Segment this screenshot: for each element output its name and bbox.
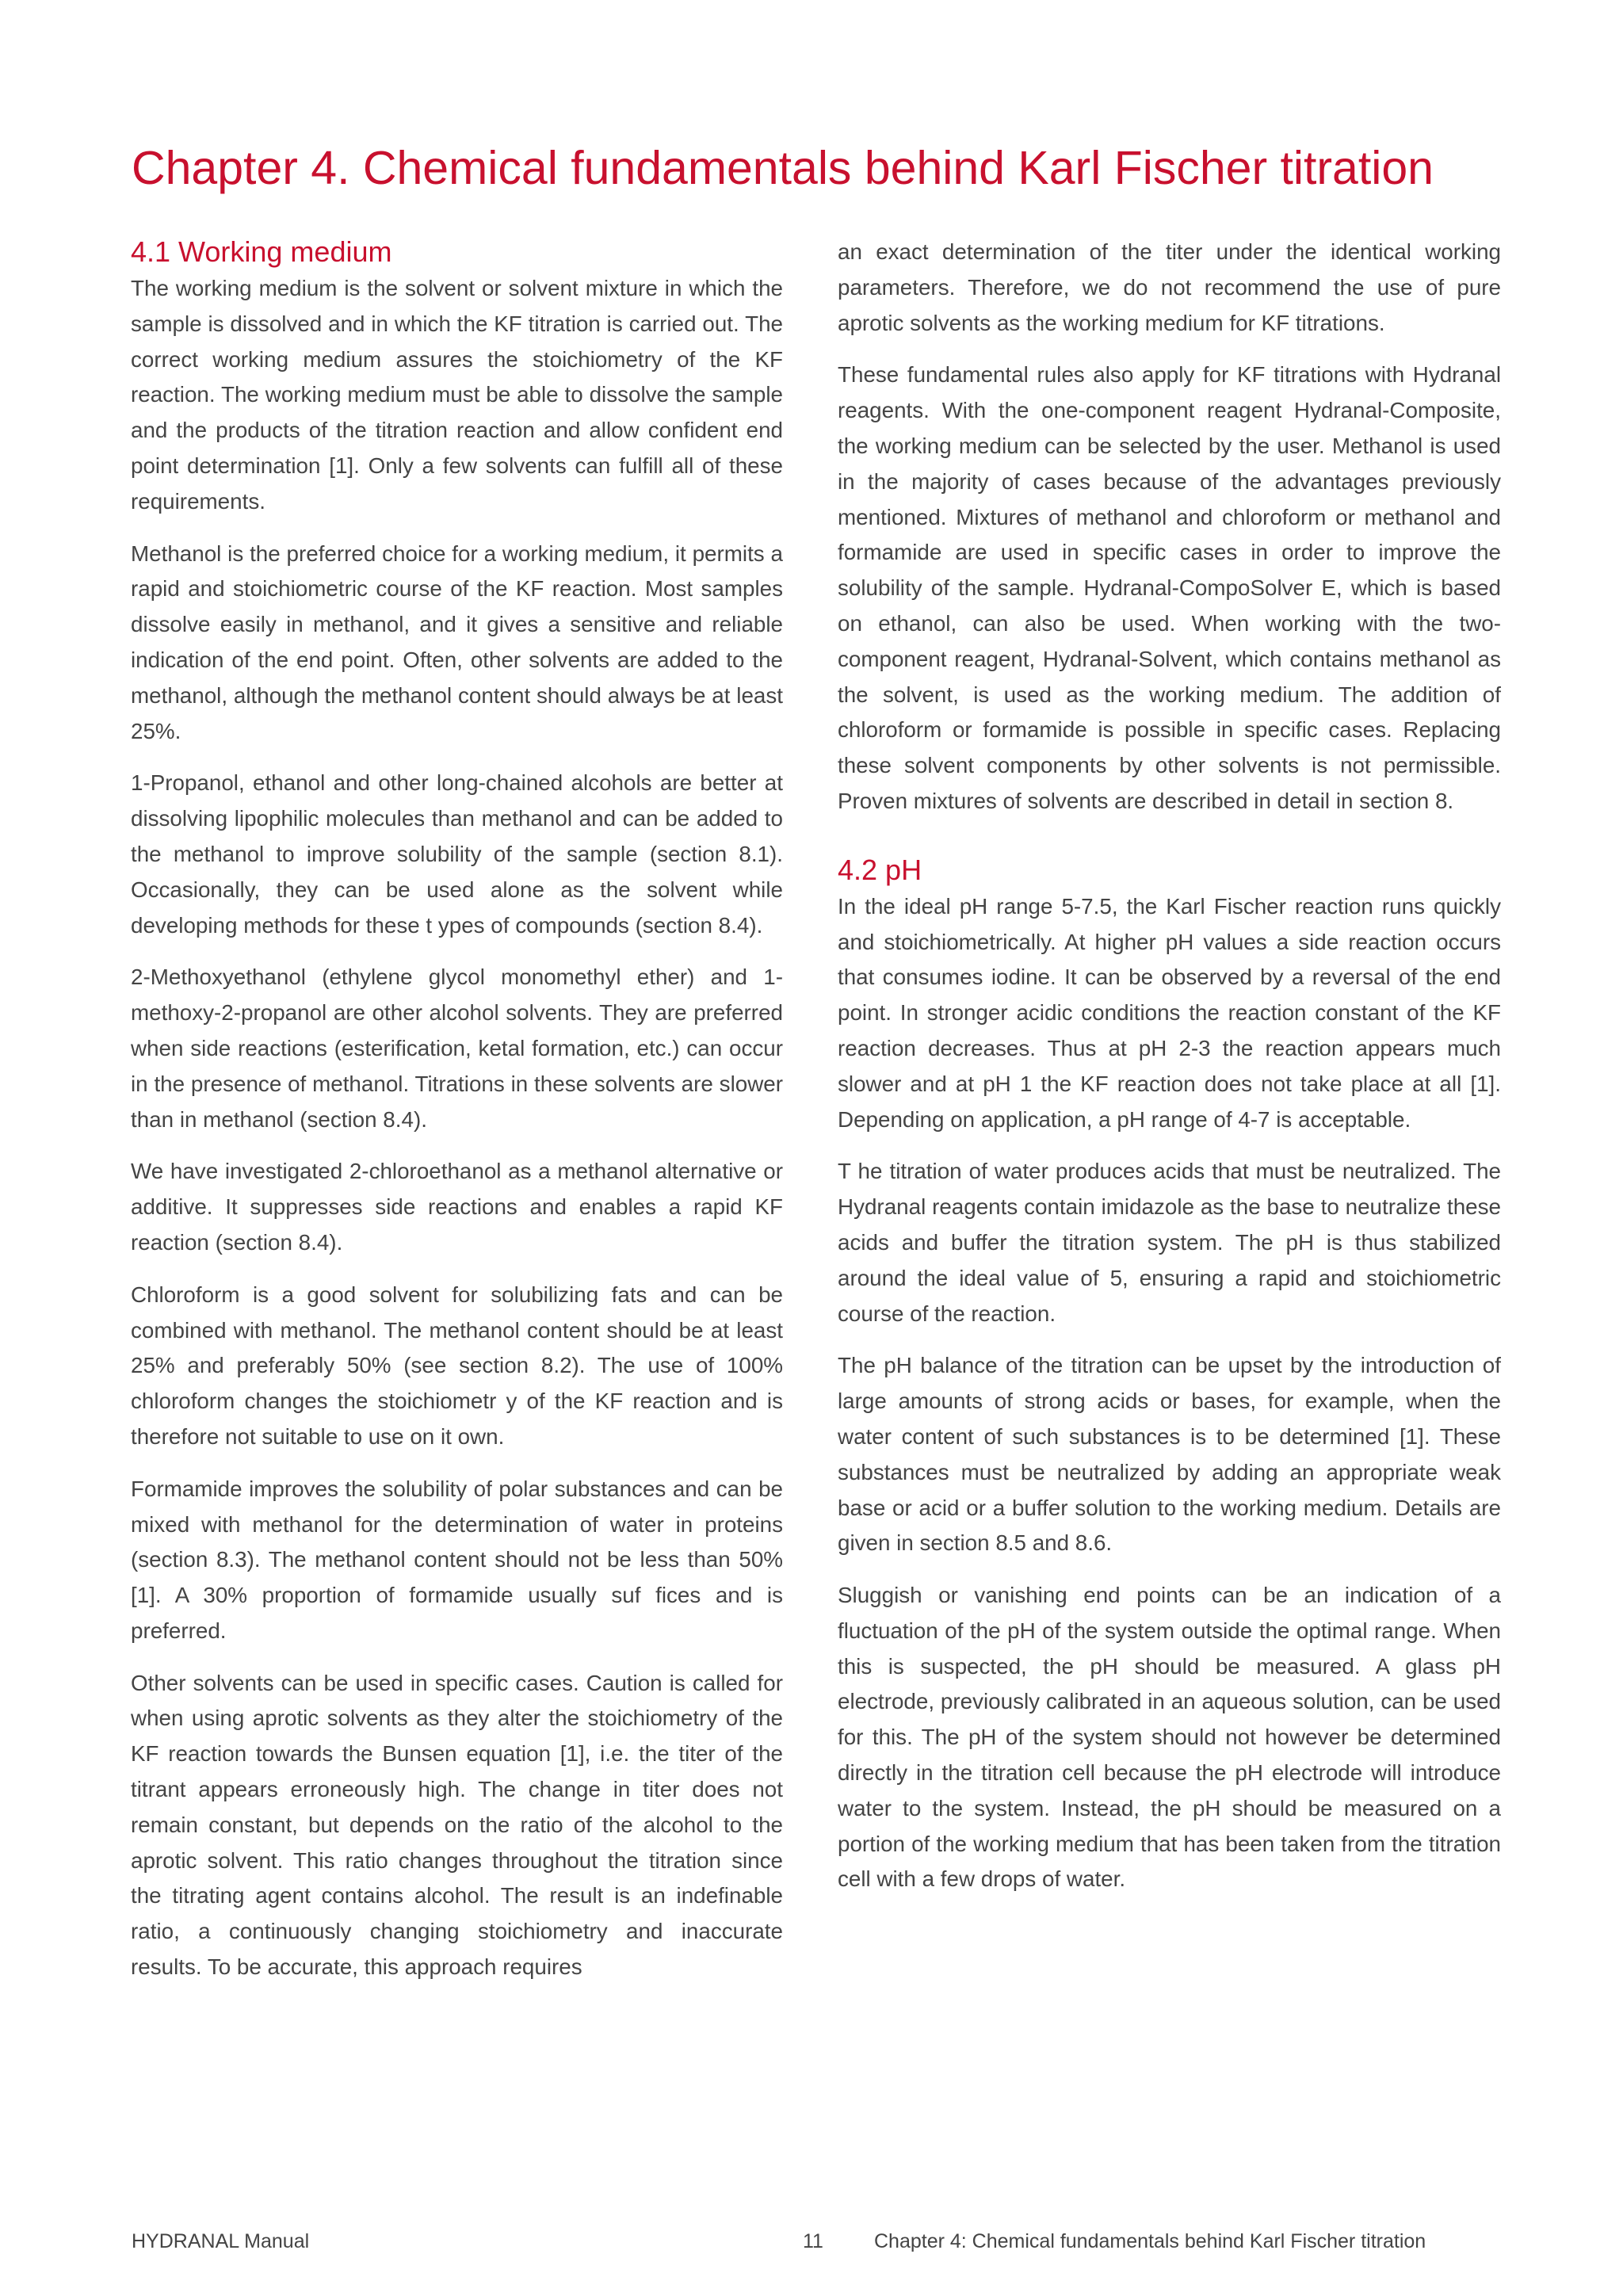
- paragraph: Formamide improves the solubility of polar substances and can be mixed with methanol for the determination of water in proteins (section 8.3). The methanol content should not be less than 50% [1]. A 30% proportion of formamide usually suf fices and is preferred.: [131, 1476, 783, 1643]
- section-heading-ph: 4.2 pH: [838, 853, 922, 886]
- footer-chapter-title: Chapter 4: Chemical fundamentals behind Karl Fischer titration: [874, 2230, 1426, 2252]
- paragraph: The working medium is the solvent or solvent mixture in which the sample is dissolved and in which the KF titration is carried out. The correct working medium assures the stoichiometry of the KF reaction. The working medium must be able to dissolve the sample and the products of the titration reaction and allow confident end point determination [1]. Only a few solvents can fulfill all of these requirements.: [131, 276, 783, 514]
- paragraph: These fundamental rules also apply for KF titrations with Hydranal reagents. With the one-component reagent Hydranal-Composite, the working medium can be selected by the user. Methanol is used in the majority of cases because of the advantages previously mentioned. Mixtures of methanol and chloroform or methanol and formamide are used in specific cases in order to improve the solubility of the sample. Hydranal-CompoSolver E, which is based on ethanol, can also be used. When working with the two-component reagent, Hydranal-Solvent, which contains methanol as the solvent, is used as the working medium. The addition of chloroform or formamide is possible in specific cases. Replacing these solvent components by other solvents is not permissible. Proven mixtures of solvents are described in detail in section 8.: [838, 362, 1501, 813]
- right-column: [838, 235, 1501, 1914]
- paragraph: 2-Methoxyethanol (ethylene glycol monomethyl ether) and 1-methoxy-2-propanol are other alcohol solvents. They are preferred when side reactions (esterification, ketal formation, etc.) can occur in the presence of methanol. Titrations in these solvents are slower than in methanol (section 8.4).: [131, 965, 783, 1132]
- paragraph: We have investigated 2-chloroethanol as a methanol alternative or additive. It suppresses side reactions and enables a rapid KF reaction (section 8.4).: [131, 1159, 783, 1255]
- paragraph: The pH balance of the titration can be upset by the introduction of large amounts of strong acids or bases, for example, when the water content of such substances is to be determined [1]. These substances must be neutralized by adding an appropriate weak base or acid or a buffer solution to the working medium. Details are given in section 8.5 and 8.6.: [838, 1353, 1501, 1556]
- paragraph: T he titration of water produces acids that must be neutralized. The Hydranal reagents contain imidazole as the base to neutralize these acids and buffer the titration system. The pH is thus stabilized around the ideal value of 5, ensuring a rapid and stoichiometric course of the reaction.: [838, 1159, 1501, 1326]
- paragraph: Sluggish or vanishing end points can be an indication of a fluctuation of the pH of the system outside the optimal range. When this is suspected, the pH should be measured. A glass pH electrode, previously calibrated in an aqueous solution, can be used for this. The pH of the system should not however be determined directly in the titration cell because the pH electrode will introduce water to the system. Instead, the pH should be measured on a portion of the working medium that has been taken from the titration cell with a few drops of water.: [838, 1583, 1501, 1892]
- footer-manual-name: HYDRANAL Manual: [132, 2230, 310, 2252]
- chapter-title: Chapter 4. Chemical fundamentals behind Karl Fischer titration: [132, 142, 1434, 194]
- paragraph-continued: an exact determination of the titer under the identical working parameters. Therefore, we do not recommend the use of pure aprotic solvents as the working medium for KF titrations.: [838, 239, 1501, 335]
- left-column: [131, 235, 783, 2002]
- paragraph: 1-Propanol, ethanol and other long-chained alcohols are better at dissolving lipophilic molecules than methanol and can be added to the methanol to improve solubility of the sample (section 8.1). Occasionally, they can be used alone as the solvent while developing methods for these t ypes of compounds (section 8.4).: [131, 770, 783, 938]
- footer-page-number: 11: [803, 2230, 823, 2252]
- paragraph: Chloroform is a good solvent for solubilizing fats and can be combined with methanol. The methanol content should be at least 25% and preferably 50% (see section 8.2). The use of 100% chloroform changes the stoichiometr y of the KF reaction and is therefore not suitable to use on it own.: [131, 1282, 783, 1449]
- paragraph: Other solvents can be used in specific cases. Caution is called for when using aprotic solvents as they alter the stoichiometry of the KF reaction towards the Bunsen equation [1], i.e. the titer of the titrant appears erroneously high. The change in titer does not remain constant, but depends on the ratio of the alcohol to the aprotic solvent. This ratio changes throughout the titration since the titrating agent contains alcohol. The result is an indefinable ratio, a continuously changing stoichiometry and inaccurate results. To be accurate, this approach requires: [131, 1670, 783, 1980]
- paragraph: In the ideal pH range 5-7.5, the Karl Fischer reaction runs quickly and stoichiometrically. At higher pH values a side reaction occurs that consumes iodine. It can be observed by a reversal of the end point. In stronger acidic conditions the reaction constant of the KF reaction decreases. Thus at pH 2-3 the reaction appears much slower and at pH 1 the KF reaction does not take place at all [1]. Depending on application, a pH range of 4-7 is acceptable.: [838, 893, 1501, 1132]
- section-heading-working-medium: 4.1 Working medium: [131, 235, 392, 268]
- paragraph: Methanol is the preferred choice for a working medium, it permits a rapid and stoichiometric course of the KF reaction. Most samples dissolve easily in methanol, and it gives a sensitive and reliable indication of the end point. Often, other solvents are added to the methanol, although the methanol content should always be at least 25%.: [131, 541, 783, 743]
